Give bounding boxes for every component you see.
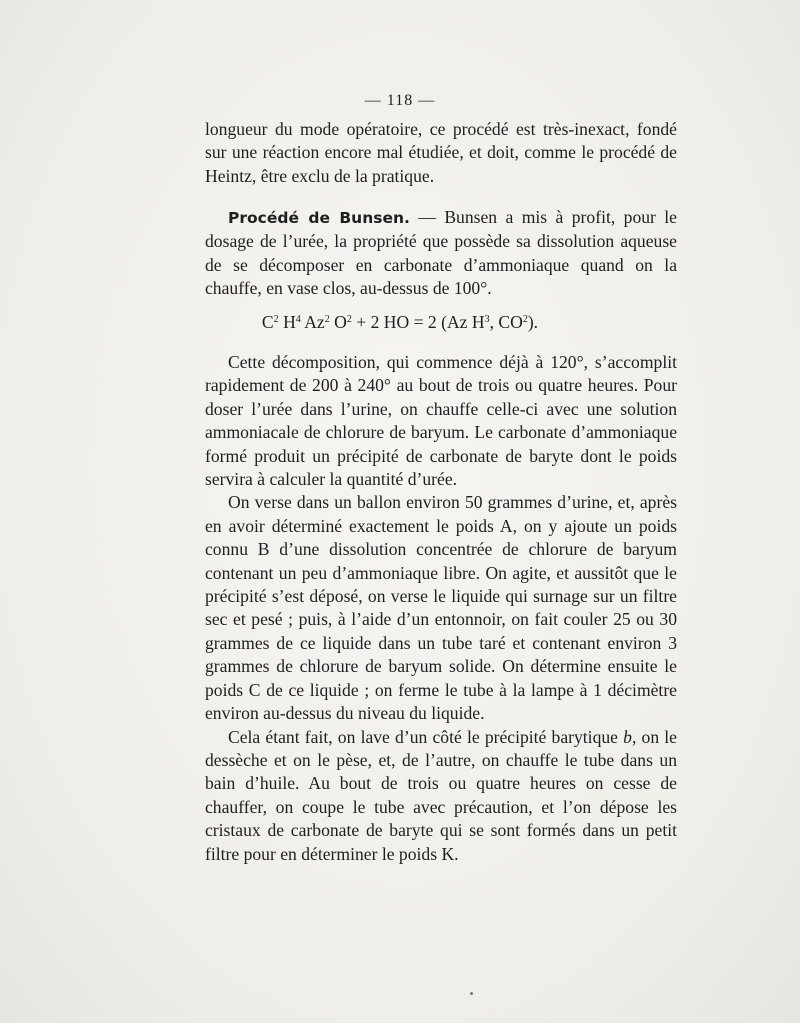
paragraph-4: On verse dans un ballon environ 50 grammes d’urine, et, après en avoir déterminé exactement le poids A, on y ajoute un poids connu B d’une dissolution concentrée de chlorure de baryum contenant un peu d’ammoniaque libre. On agite, et aussitôt que le précipité s’est déposé, on verse le liquide qui surnage sur un filtre sec et pesé ; puis, à l’aide d’un entonnoir, on fait couler 25 ou 30 grammes de ce liquide dans un tube taré et contenant environ 3 grammes de chlorure de baryum solide. On détermine ensuite le poids C de ce liquide ; on ferme le tube à la lampe à 1 décimètre environ au-dessus du niveau du liquide. <box>205 492 677 724</box>
text-block-main <box>205 351 677 866</box>
formula-sup: 2 <box>324 314 330 325</box>
paragraph-5 <box>205 726 677 866</box>
paragraph-5-text-end: , on le dessèche et on le pèse, et, de l’autre, on chauffe le tube dans un bain d’huile. Au bout de trois ou quatre heures on cesse de chauffer, on coupe le tube avec précaution, et l’on dépose les cristaux de carbonate de baryte qui se sont formés dans un petit filtre pour en déterminer le poids K. <box>205 726 677 864</box>
formula-part: H <box>278 312 296 332</box>
paragraph-1: longueur du mode opératoire, ce procédé est très-inexact, fondé sur une réaction encore mal étudiée, et doit, comme le procédé de Heintz, être exclu de la pratique. <box>205 119 677 186</box>
chemical-formula <box>0 312 800 333</box>
formula-sup: 2 <box>273 314 279 325</box>
formula-part: + 2 HO = 2 (Az H <box>351 312 485 332</box>
paragraph-5-text: Cela étant fait, on lave d’un côté le précipité barytique <box>228 726 624 747</box>
text-block-top <box>205 118 677 188</box>
formula-part: , CO <box>489 312 523 332</box>
formula-part: O <box>329 312 347 332</box>
formula-sup: 4 <box>295 314 301 325</box>
paragraph-2-text: — Bunsen a mis à profit, pour le dosage de l’urée, la propriété que possède sa dissolution aqueuse de se décomposer en carbonate d’ammoniaque quand on la chauffe, en vase clos, au-dessus de 100°. <box>205 207 677 299</box>
formula-part: C <box>261 312 274 332</box>
formula-part: Az <box>300 312 325 332</box>
page-number: — 118 — <box>364 92 436 109</box>
section-heading: Procédé de Bunsen. <box>228 209 410 227</box>
paragraph-5-italic: b <box>623 726 632 747</box>
formula-sup: 3 <box>484 314 490 325</box>
ink-speck <box>470 992 473 995</box>
formula-sup: 2 <box>522 314 528 325</box>
formula-part: ). <box>527 312 539 332</box>
formula-sup: 2 <box>346 314 352 325</box>
paragraph-3: Cette décomposition, qui commence déjà à 120°, s’accomplit rapidement de 200 à 240° au bout de trois ou quatre heures. Pour doser l’urée dans l’urine, on chauffe celle-ci avec une solution ammoniacale de chlorure de baryum. Le carbonate d’ammoniaque formé produit un précipité de carbonate de baryte dont le poids servira à calculer la quantité d’urée. <box>205 352 677 490</box>
paragraph-2 <box>205 206 677 301</box>
text-block-bunsen <box>205 206 677 301</box>
